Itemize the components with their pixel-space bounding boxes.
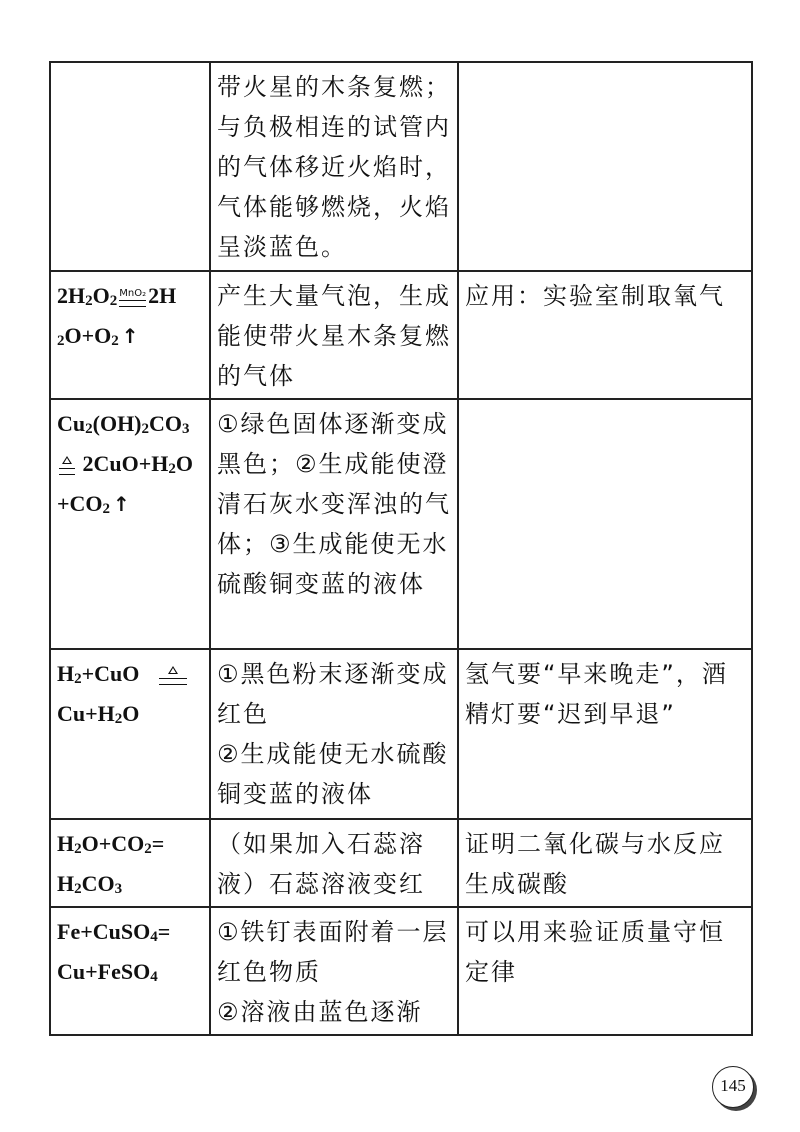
phenomenon-cell xyxy=(210,649,458,819)
table-row xyxy=(50,819,752,907)
note-cell: 可以用来验证质量守恒定律 xyxy=(458,907,752,1035)
equals-bars xyxy=(59,468,75,475)
note-cell xyxy=(458,62,752,271)
equals-bars xyxy=(119,300,146,307)
note-cell: 氢气要“早来晚走”，酒精灯要“迟到早退” xyxy=(458,649,752,819)
heat-triangle-icon xyxy=(62,456,72,464)
equation-cell: $H_2O+CO_2=$ $H_2CO_3$ xyxy=(50,819,210,907)
phenomenon-line: ②生成能使无水硫酸铜变蓝的液体 xyxy=(217,740,449,808)
phenomenon-line: ①黑色粉末逐渐变成红色 xyxy=(217,660,449,728)
reaction-condition: MnO₂ xyxy=(119,288,146,307)
equation-cell: $2H_2O_2$ MnO₂ 2H $_2O+O_2$ ↑ xyxy=(50,271,210,399)
table-row xyxy=(50,399,752,649)
reaction-condition xyxy=(159,666,187,685)
table-row xyxy=(50,649,752,819)
phenomenon-cell xyxy=(210,907,458,1035)
phenomenon-cell: 产生大量气泡，生成能使带火星木条复燃的气体 xyxy=(210,271,458,399)
note-cell: 应用：实验室制取氧气 xyxy=(458,271,752,399)
reaction-condition xyxy=(59,456,75,475)
phenomenon-cell: 带火星的木条复燃；与负极相连的试管内的气体移近火焰时，气体能够燃烧，火焰呈淡蓝色。 xyxy=(210,62,458,271)
equation-cell: $Cu_2(OH)_2CO_3$ $2CuO+H_2O+CO_2$ ↑ xyxy=(50,399,210,649)
table-row xyxy=(50,62,752,271)
phenomenon-cell: ①绿色固体逐渐变成黑色；②生成能使澄清石灰水变浑浊的气体；③生成能使无水硫酸铜变蓝的液体 xyxy=(210,399,458,649)
equals-bars xyxy=(159,678,187,685)
table-row xyxy=(50,907,752,1035)
phenomenon-line: ①铁钉表面附着一层红色物质 xyxy=(217,918,449,986)
phenomenon-line: ②溶液由蓝色逐渐 xyxy=(217,998,423,1026)
equation-cell: Fe+CuSO$_4$= Cu+FeSO$_4$ xyxy=(50,907,210,1035)
chemistry-reactions-table xyxy=(49,61,753,1036)
note-cell xyxy=(458,399,752,649)
phenomenon-cell: （如果加入石蕊溶液）石蕊溶液变红 xyxy=(210,819,458,907)
equation-cell xyxy=(50,62,210,271)
gas-arrow-icon: ↑ xyxy=(121,324,139,348)
note-cell: 证明二氧化碳与水反应生成碳酸 xyxy=(458,819,752,907)
table-row xyxy=(50,271,752,399)
heat-triangle-icon xyxy=(168,666,178,674)
gas-arrow-icon: ↑ xyxy=(113,492,130,516)
equation-cell: $H_2+CuO$ $Cu+H_2O$ xyxy=(50,649,210,819)
page-number: 145 xyxy=(712,1066,754,1108)
